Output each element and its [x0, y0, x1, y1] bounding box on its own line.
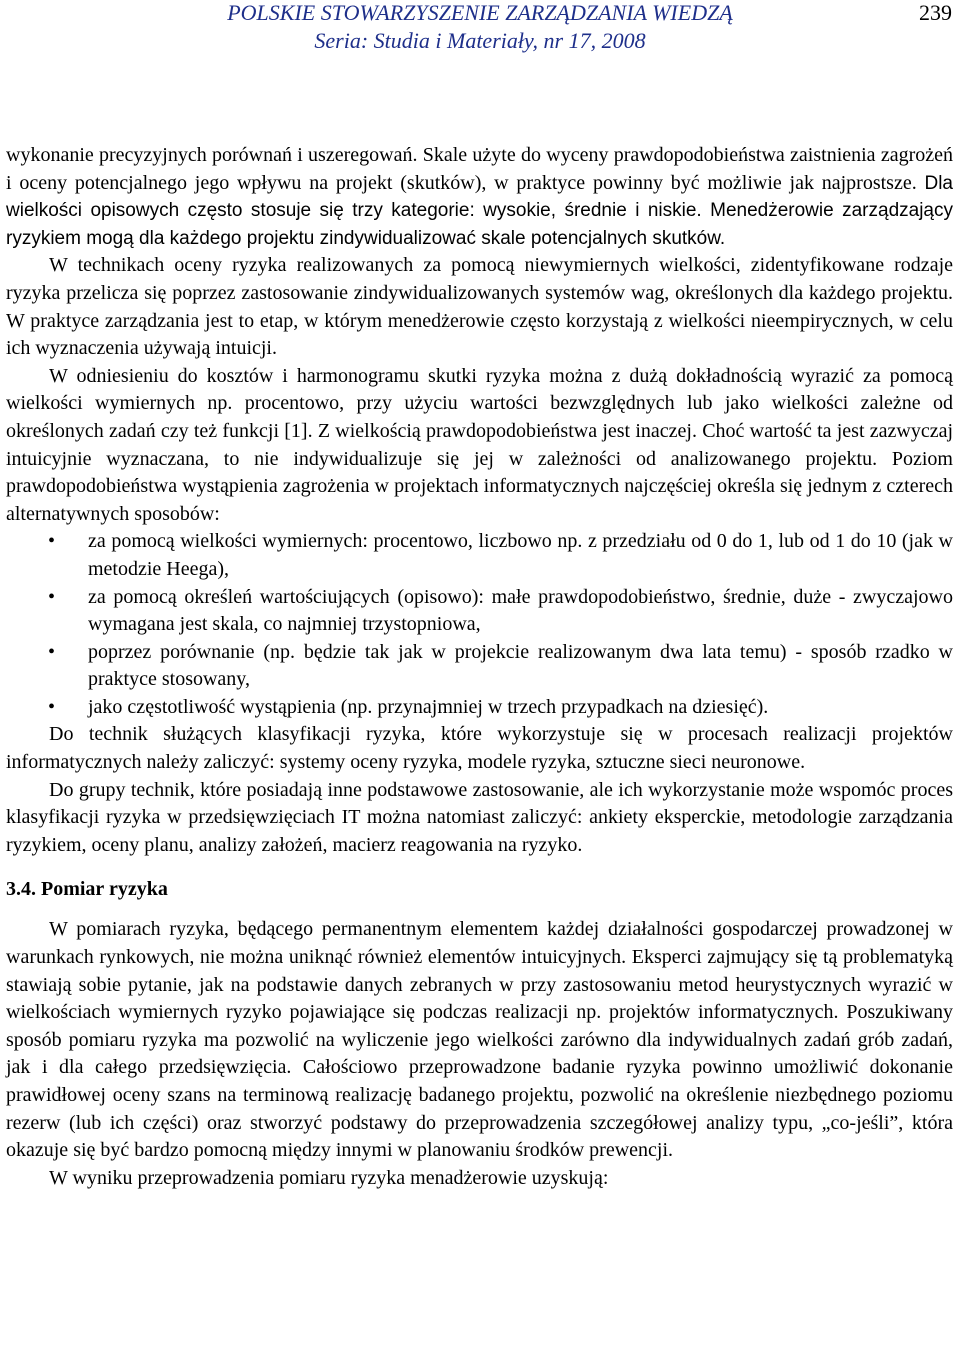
list-item-text: za pomocą określeń wartościujących (opisowo): małe prawdopodobieństwo, średnie, duże - zwyczajowo wymagana jest skala, co najmniej trzystopniowa, — [88, 585, 953, 636]
journal-title: POLSKIE STOWARZYSZENIE ZARZĄDZANIA WIEDZĄ — [227, 0, 733, 25]
paragraph-part-sans: Dla wielkości opisowych często stosuje się trzy kategorie: wysokie, średnie i niskie. Menedżerowie zarządzający ryzykiem mogą dla każdego projektu zindywidualizować skale potencjalnych skutków. — [6, 172, 953, 249]
paragraph: Do technik służących klasyfikacji ryzyka, które wykorzystuje się w procesach realizacji projektów informatycznych należy zaliczyć: systemy oceny ryzyka, modele ryzyka, sztuczne sieci neuronowe. — [6, 723, 953, 774]
series-info: Seria: Studia i Materiały, nr 17, 2008 — [314, 28, 646, 53]
list-item-text: za pomocą wielkości wymiernych: procentowo, liczbowo np. z przedziału od 0 do 1, lub od 1 do 10 (jak w metodzie Heega), — [88, 530, 953, 580]
list-item — [6, 528, 953, 583]
list-item-text: poprzez porównanie (np. będzie tak jak w projekcie realizowanym dwa lata temu) - sposób rzadko w praktyce stosowany, — [88, 640, 953, 691]
section-heading: 3.4. Pomiar ryzyka — [6, 878, 168, 901]
paragraph: W wyniku przeprowadzenia pomiaru ryzyka menadżerowie uzyskują: — [49, 1166, 609, 1189]
list-item — [6, 694, 953, 722]
paragraph: W odniesieniu do kosztów i harmonogramu skutki ryzyka można z dużą dokładnością wyrazić za pomocą wielkości wymiernych np. procentowo, przy użyciu wartości bezwzględnych lub jako wielkości zależne od określonych zadań czy też funkcji [1]. Z wielkością prawdopodobieństwa jest inaczej. Choć wartość ta jest zazwyczaj intuicyjnie wyznaczana, to nie indywidualizuje się jej w zależności od analizowanego projektu. Poziom prawdopodobieństwa wystąpienia zagrożenia w projektach informatycznych najczęściej określa się jednym z czterech alternatywnych sposobów: — [6, 364, 953, 525]
paragraph: Do grupy technik, które posiadają inne podstawowe zastosowanie, ale ich wykorzystanie może wspomóc proces klasyfikacji ryzyka w przedsięwzięciach IT można natomiast zaliczyć: ankiety eksperckie, metodologie zarządzania ryzykiem, oceny planu, analizy założeń, macierz reagowania na ryzyko. — [6, 778, 953, 856]
bullet-icon: • — [48, 640, 56, 663]
list-item-text: jako częstotliwość wystąpienia (np. przynajmniej w trzech przypadkach na dziesięć). — [88, 695, 769, 718]
paragraph: W technikach oceny ryzyka realizowanych za pomocą niewymiernych wielkości, zidentyfikowane rodzaje ryzyka przelicza się poprzez zastosowanie zindywidualizowanych systemów wag, określonych dla każdego projektu. W praktyce zarządzania jest to etap, w którym menedżerowie często korzystają z wielkości nieempirycznych, w celu ich wyznaczenia używają intuicji. — [6, 254, 953, 360]
list-item — [6, 584, 953, 639]
bullet-icon: • — [48, 530, 56, 553]
bullet-icon: • — [48, 585, 56, 608]
list-item — [6, 639, 953, 694]
paragraph-part: wykonanie precyzyjnych porównań i uszeregowań. Skale użyte do wyceny prawdopodobieństwa zaistnienia zagrożeń i oceny potencjalnego jego wpływu na projekt (skutków), w praktyce powinny być możliwie jak najprostsze. — [6, 144, 953, 194]
bullet-icon: • — [48, 695, 56, 718]
paragraph — [6, 142, 953, 252]
page-number: 239 — [919, 0, 952, 25]
bullet-list — [6, 528, 953, 721]
body-text — [6, 142, 953, 1192]
paragraph: W pomiarach ryzyka, będącego permanentnym elementem każdej działalności gospodarczej prowadzonej w warunkach rynkowych, nie można uniknąć również elementów intuicyjnych. Eksperci zajmujący się tą problematyką stawiają sobie pytanie, jak na podstawie danych zebranych w przy zastosowaniu metod heurystycznych wyrazić w wielkościach wymiernych ryzyko pojawiające się podczas realizacji np. projektów informatycznych. Poszukiwany sposób pomiaru ryzyka ma pozwolić na wyliczenie jego wielkości zarówno dla indywidualnych zadań grób zadań, jak i dla całego przedsięwzięcia. Całościowo przeprowadzone badanie ryzyka powinno umożliwić dokonanie prawidłowej oceny szans na terminową realizację badanego projektu, pozwolić na określenie niezbędnego poziomu rezerw (lub ich części) oraz stworzyć podstawy do przeprowadzenia szczegółowej analizy typu, „co-jeśli”, która okazuje się być bardzo pomocną między innymi w planowaniu środków prewencji. — [6, 918, 953, 1162]
